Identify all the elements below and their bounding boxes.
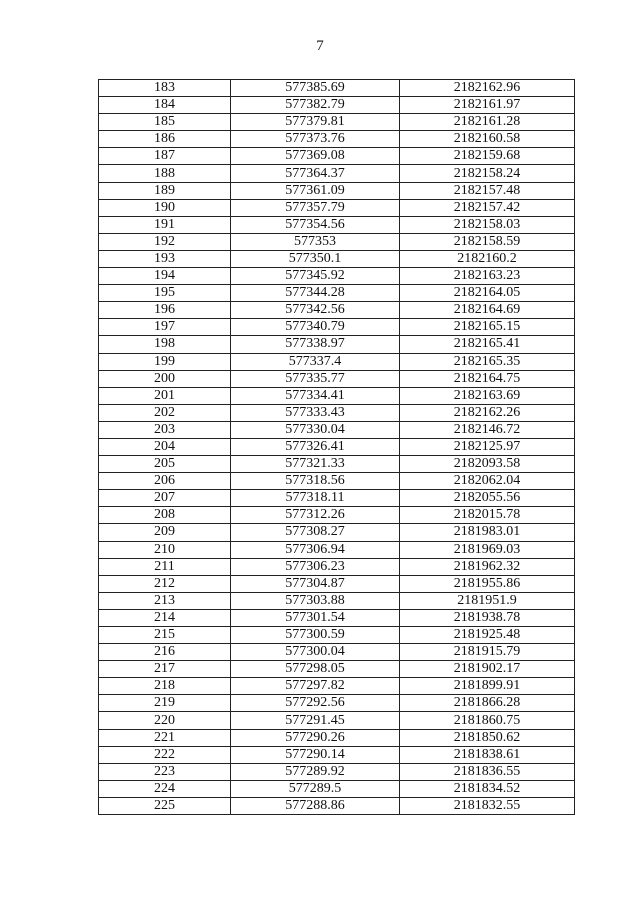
table-row [99, 233, 575, 250]
x-coordinate-cell: 577335.77 [231, 370, 400, 387]
point-number-cell: 187 [99, 148, 231, 165]
x-coordinate-cell: 577337.4 [231, 353, 400, 370]
y-coordinate-cell: 2181866.28 [400, 695, 575, 712]
x-coordinate-cell: 577312.26 [231, 507, 400, 524]
point-number-cell: 225 [99, 797, 231, 814]
point-number-cell: 205 [99, 456, 231, 473]
y-coordinate-cell: 2181925.48 [400, 627, 575, 644]
point-number-cell: 196 [99, 302, 231, 319]
point-number-cell: 190 [99, 199, 231, 216]
table-row [99, 797, 575, 814]
x-coordinate-cell: 577353 [231, 233, 400, 250]
y-coordinate-cell: 2182159.68 [400, 148, 575, 165]
table-row [99, 199, 575, 216]
table-row [99, 609, 575, 626]
y-coordinate-cell: 2181860.75 [400, 712, 575, 729]
point-number-cell: 206 [99, 473, 231, 490]
table-row [99, 746, 575, 763]
table-row [99, 165, 575, 182]
table-row [99, 421, 575, 438]
y-coordinate-cell: 2181902.17 [400, 661, 575, 678]
table-row [99, 302, 575, 319]
table-row [99, 678, 575, 695]
table-row [99, 250, 575, 267]
table-row [99, 456, 575, 473]
table-row [99, 763, 575, 780]
table-row [99, 268, 575, 285]
y-coordinate-cell: 2182161.28 [400, 114, 575, 131]
y-coordinate-cell: 2182093.58 [400, 456, 575, 473]
point-number-cell: 195 [99, 285, 231, 302]
y-coordinate-cell: 2182164.75 [400, 370, 575, 387]
table-row [99, 780, 575, 797]
point-number-cell: 204 [99, 438, 231, 455]
point-number-cell: 218 [99, 678, 231, 695]
y-coordinate-cell: 2181955.86 [400, 575, 575, 592]
y-coordinate-cell: 2182158.59 [400, 233, 575, 250]
table-row [99, 319, 575, 336]
x-coordinate-cell: 577308.27 [231, 524, 400, 541]
x-coordinate-cell: 577357.79 [231, 199, 400, 216]
table-row [99, 712, 575, 729]
x-coordinate-cell: 577300.04 [231, 644, 400, 661]
x-coordinate-cell: 577354.56 [231, 216, 400, 233]
y-coordinate-cell: 2181838.61 [400, 746, 575, 763]
point-number-cell: 185 [99, 114, 231, 131]
x-coordinate-cell: 577326.41 [231, 438, 400, 455]
x-coordinate-cell: 577290.26 [231, 729, 400, 746]
point-number-cell: 210 [99, 541, 231, 558]
y-coordinate-cell: 2181836.55 [400, 763, 575, 780]
point-number-cell: 207 [99, 490, 231, 507]
y-coordinate-cell: 2181899.91 [400, 678, 575, 695]
y-coordinate-cell: 2181850.62 [400, 729, 575, 746]
y-coordinate-cell: 2182164.05 [400, 285, 575, 302]
x-coordinate-cell: 577318.56 [231, 473, 400, 490]
x-coordinate-cell: 577345.92 [231, 268, 400, 285]
point-number-cell: 194 [99, 268, 231, 285]
point-number-cell: 191 [99, 216, 231, 233]
y-coordinate-cell: 2181832.55 [400, 797, 575, 814]
y-coordinate-cell: 2181915.79 [400, 644, 575, 661]
x-coordinate-cell: 577340.79 [231, 319, 400, 336]
point-number-cell: 189 [99, 182, 231, 199]
point-number-cell: 211 [99, 558, 231, 575]
x-coordinate-cell: 577306.94 [231, 541, 400, 558]
y-coordinate-cell: 2182146.72 [400, 421, 575, 438]
point-number-cell: 220 [99, 712, 231, 729]
x-coordinate-cell: 577373.76 [231, 131, 400, 148]
point-number-cell: 208 [99, 507, 231, 524]
point-number-cell: 213 [99, 592, 231, 609]
coordinates-table-body [99, 80, 575, 815]
point-number-cell: 215 [99, 627, 231, 644]
table-row [99, 370, 575, 387]
table-row [99, 182, 575, 199]
table-row [99, 729, 575, 746]
x-coordinate-cell: 577330.04 [231, 421, 400, 438]
table-row [99, 490, 575, 507]
y-coordinate-cell: 2181834.52 [400, 780, 575, 797]
x-coordinate-cell: 577292.56 [231, 695, 400, 712]
y-coordinate-cell: 2182157.48 [400, 182, 575, 199]
x-coordinate-cell: 577369.08 [231, 148, 400, 165]
point-number-cell: 184 [99, 97, 231, 114]
table-row [99, 507, 575, 524]
y-coordinate-cell: 2181951.9 [400, 592, 575, 609]
table-row [99, 131, 575, 148]
x-coordinate-cell: 577304.87 [231, 575, 400, 592]
x-coordinate-cell: 577361.09 [231, 182, 400, 199]
point-number-cell: 192 [99, 233, 231, 250]
y-coordinate-cell: 2182165.15 [400, 319, 575, 336]
table-row [99, 387, 575, 404]
x-coordinate-cell: 577385.69 [231, 80, 400, 97]
point-number-cell: 197 [99, 319, 231, 336]
y-coordinate-cell: 2182055.56 [400, 490, 575, 507]
table-row [99, 627, 575, 644]
x-coordinate-cell: 577290.14 [231, 746, 400, 763]
point-number-cell: 198 [99, 336, 231, 353]
table-row [99, 524, 575, 541]
y-coordinate-cell: 2182158.24 [400, 165, 575, 182]
point-number-cell: 202 [99, 404, 231, 421]
table-row [99, 404, 575, 421]
table-row [99, 558, 575, 575]
point-number-cell: 219 [99, 695, 231, 712]
table-row [99, 575, 575, 592]
y-coordinate-cell: 2182165.35 [400, 353, 575, 370]
y-coordinate-cell: 2181962.32 [400, 558, 575, 575]
y-coordinate-cell: 2182163.69 [400, 387, 575, 404]
table-row [99, 438, 575, 455]
table-row [99, 695, 575, 712]
point-number-cell: 183 [99, 80, 231, 97]
x-coordinate-cell: 577364.37 [231, 165, 400, 182]
y-coordinate-cell: 2182157.42 [400, 199, 575, 216]
point-number-cell: 203 [99, 421, 231, 438]
x-coordinate-cell: 577303.88 [231, 592, 400, 609]
y-coordinate-cell: 2182164.69 [400, 302, 575, 319]
y-coordinate-cell: 2182160.58 [400, 131, 575, 148]
point-number-cell: 188 [99, 165, 231, 182]
x-coordinate-cell: 577344.28 [231, 285, 400, 302]
point-number-cell: 224 [99, 780, 231, 797]
y-coordinate-cell: 2182162.96 [400, 80, 575, 97]
x-coordinate-cell: 577288.86 [231, 797, 400, 814]
table-row [99, 473, 575, 490]
point-number-cell: 200 [99, 370, 231, 387]
table-row [99, 592, 575, 609]
point-number-cell: 217 [99, 661, 231, 678]
x-coordinate-cell: 577318.11 [231, 490, 400, 507]
x-coordinate-cell: 577298.05 [231, 661, 400, 678]
table-row [99, 285, 575, 302]
page-number: 7 [316, 38, 324, 54]
x-coordinate-cell: 577334.41 [231, 387, 400, 404]
table-row [99, 216, 575, 233]
y-coordinate-cell: 2181983.01 [400, 524, 575, 541]
table-row [99, 353, 575, 370]
x-coordinate-cell: 577382.79 [231, 97, 400, 114]
y-coordinate-cell: 2182158.03 [400, 216, 575, 233]
point-number-cell: 222 [99, 746, 231, 763]
point-number-cell: 212 [99, 575, 231, 592]
table-row [99, 541, 575, 558]
table-row [99, 336, 575, 353]
point-number-cell: 216 [99, 644, 231, 661]
x-coordinate-cell: 577300.59 [231, 627, 400, 644]
point-number-cell: 223 [99, 763, 231, 780]
point-number-cell: 214 [99, 609, 231, 626]
table-row [99, 644, 575, 661]
x-coordinate-cell: 577321.33 [231, 456, 400, 473]
x-coordinate-cell: 577333.43 [231, 404, 400, 421]
x-coordinate-cell: 577350.1 [231, 250, 400, 267]
y-coordinate-cell: 2182165.41 [400, 336, 575, 353]
y-coordinate-cell: 2182161.97 [400, 97, 575, 114]
table-row [99, 97, 575, 114]
x-coordinate-cell: 577338.97 [231, 336, 400, 353]
x-coordinate-cell: 577379.81 [231, 114, 400, 131]
point-number-cell: 209 [99, 524, 231, 541]
point-number-cell: 199 [99, 353, 231, 370]
point-number-cell: 201 [99, 387, 231, 404]
table-row [99, 114, 575, 131]
x-coordinate-cell: 577297.82 [231, 678, 400, 695]
x-coordinate-cell: 577301.54 [231, 609, 400, 626]
y-coordinate-cell: 2182015.78 [400, 507, 575, 524]
y-coordinate-cell: 2182162.26 [400, 404, 575, 421]
x-coordinate-cell: 577291.45 [231, 712, 400, 729]
table-row [99, 80, 575, 97]
y-coordinate-cell: 2181969.03 [400, 541, 575, 558]
y-coordinate-cell: 2182125.97 [400, 438, 575, 455]
coordinates-table [98, 79, 575, 815]
point-number-cell: 221 [99, 729, 231, 746]
point-number-cell: 193 [99, 250, 231, 267]
table-row [99, 661, 575, 678]
x-coordinate-cell: 577289.92 [231, 763, 400, 780]
x-coordinate-cell: 577306.23 [231, 558, 400, 575]
point-number-cell: 186 [99, 131, 231, 148]
x-coordinate-cell: 577342.56 [231, 302, 400, 319]
y-coordinate-cell: 2181938.78 [400, 609, 575, 626]
y-coordinate-cell: 2182163.23 [400, 268, 575, 285]
y-coordinate-cell: 2182160.2 [400, 250, 575, 267]
y-coordinate-cell: 2182062.04 [400, 473, 575, 490]
table-row [99, 148, 575, 165]
x-coordinate-cell: 577289.5 [231, 780, 400, 797]
